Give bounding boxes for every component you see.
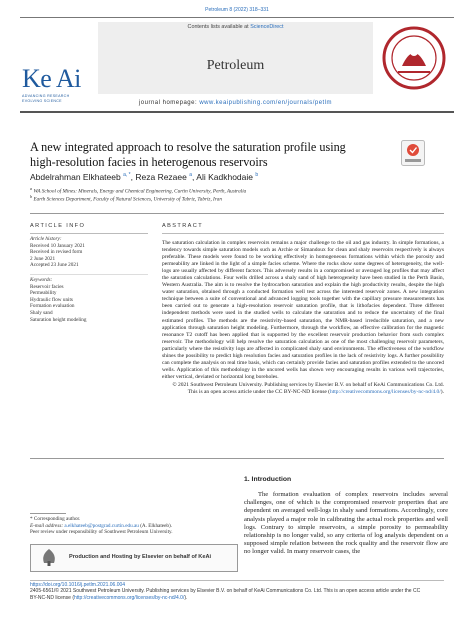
author-name[interactable]: Ali Kadkhodaie	[196, 172, 254, 182]
keyword: Reservoir facies	[30, 283, 64, 290]
contents-line	[98, 24, 373, 30]
article-info-heading: ARTICLE INFO	[30, 223, 86, 229]
keywords-label: Keywords:	[30, 277, 53, 283]
correspondence-note	[30, 516, 235, 536]
header-bottom-rule	[20, 111, 454, 113]
journal-citation[interactable]: Petroleum 8 (2022) 318–331	[205, 7, 269, 13]
intro-heading: 1. Introduction	[244, 476, 292, 483]
abstract-heading: ABSTRACT	[162, 223, 204, 229]
university-emblem-icon	[378, 22, 450, 94]
keyword: Hydraulic flow units	[30, 296, 73, 303]
article-history	[30, 236, 150, 269]
keywords-rule	[30, 274, 148, 275]
author-name[interactable]: Abdelrahman Elkhateeb	[30, 172, 121, 182]
elsevier-logo-icon	[35, 547, 63, 569]
email-label: E-mail address:	[30, 522, 64, 529]
history-item: 2 June 2021	[30, 255, 56, 262]
intro-body	[244, 491, 448, 557]
keyword: Shaly sand	[30, 309, 53, 316]
contents-prefix: Contents lists available at	[187, 24, 249, 30]
footer-license-line: 2405-6561/© 2021 Southwest Petroleum University. Publishing services by Elsevier B.V. on behalf of KeAi Communications Co. Ltd. This is an open access article under the CC	[30, 588, 421, 595]
abstract-copyright	[162, 382, 444, 396]
author-sup[interactable]: a	[189, 172, 193, 179]
footer-license-prefix: BY-NC-ND license (	[30, 594, 74, 601]
affiliation-text: WA School of Mines: Minerals, Energy and Chemical Engineering, Curtin University, Perth, Australia	[33, 188, 247, 195]
keyword: Permeability	[30, 290, 57, 297]
copyright-text: © 2021 Southwest Petroleum University. Publishing services by Elsevier B.V. on behalf of KeAi Communications Co. Ltd. This is an open access article under the CC BY-NC-ND license (	[172, 381, 444, 395]
intro-paragraph: The formation evaluation of complex reservoirs includes several challenges, one of which is the compromised reservoir properties that are dependent on averaged well-logs in shaly sand formations. Accordingly, core analysis played a major role in calibrating the actual rock properties and well logs. Contrary to simple reservoirs, a simple porosity to permeability relationship is no longer valid, so any criteria of log analysis dependent on a supposed simple relation between the rock quality and the reservoir flow are no longer valid. In many reservoir cases, the	[244, 491, 448, 556]
email-link[interactable]: a.elkhateeb@postgrad.curtin.edu.au	[64, 522, 139, 529]
abstract-bottom-rule	[30, 458, 444, 459]
email-name: (A. Elkhateeb).	[140, 522, 173, 529]
keyword: Formation evaluation	[30, 303, 75, 310]
doi-link[interactable]: https://doi.org/10.1016/j.petlm.2021.06.004	[30, 582, 126, 588]
abstract-paragraph: The saturation calculation in complex reservoirs remains a major challenge to the oil and gas industry. In simple formations, a tendency towards simple saturation models such as Archie or Simandoux for clean and shaly reservoirs respectively is always preferable. These models were found to be working effectively in homogeneous formations within which the porosity and permeability are linked in the light of a simple facies scheme. Where the rocks show some degrees of heterogeneity, the well-logs are usually affected by different factors. This adversely results in a compromised or averaged log profiles that may affect the saturation calculations. Four wells drilled across a shaly sand of high heterogeneity have been studied in the Perth Basin, Western Australia. The aim is to resolve the hydrocarbon saturation and explain the high productivity results, despite the high water saturation, obtained through a conducted formation well test across the interested reservoir zones. A new integration technique between a suite of conventional and advanced logging tools together with the capillary pressure measurements has been carried out to generate a high-resolution reservoir saturation profile, that is lithofacies dependent. Three different independent methods were used in the studied wells to calculate the saturation and to reduce the uncertainty of the final estimated profiles. The methods are the resistivity-based saturation, the NMR-based irreducible saturation, and a new application through saturation height modeling. Furthermore, through the workflow, an effective calibration for the magnetic resonance T2 cutoff has been applied that is supported by the excellent reservoir production behavior from such complex reservoir. The methodology will help resolve the saturation calculation as one of the most challenging reservoir parameters, particularly where the resistivity logs are affected in complicated shaly sand environments. The effectiveness of the workflow shines the possibility to predict high resolution facies and saturation profiles in the lack of resistivity logs. A further possibility can complete the analysis on real time basis, which can certainly provide facies and saturation profiles extended to the uncored wells. Application of this methodology in the uncored wells has shown very encouraging results in various well trajectories, either vertical, deviated or horizontal long boreholes.	[162, 240, 444, 380]
keai-logo-text: Ke Ai	[22, 64, 81, 93]
affiliation	[30, 194, 222, 203]
author-list: Abdelrahman Elkhateeb $^{a, *}$, Reza Rezaee $^a$, Ali Kadkhodaie $^b$	[30, 172, 259, 182]
author-name[interactable]: Reza Rezaee	[135, 172, 187, 182]
affiliation-sup: b	[30, 194, 33, 199]
copyright-end: ).	[440, 388, 444, 395]
author-sup[interactable]: a, *	[123, 172, 131, 179]
footer-license-line-2	[30, 595, 444, 601]
footnote-rule	[30, 513, 66, 514]
corresponding-author: * Corresponding author.	[30, 516, 81, 522]
homepage-link[interactable]: www.keaipublishing.com/en/journals/petlm	[199, 100, 333, 106]
affiliation-sup: a	[30, 186, 33, 191]
keyword: Saturation height modeling	[30, 316, 87, 323]
production-box	[30, 544, 238, 572]
author-sup[interactable]: b	[255, 172, 259, 179]
history-item: Received in revised form	[30, 249, 83, 256]
article-info-rule	[30, 233, 148, 234]
journal-title: Petroleum	[206, 58, 265, 73]
peer-review-note: Peer review under responsibility of Southwest Petroleum University.	[30, 529, 173, 536]
footer	[30, 582, 444, 601]
abstract-body	[162, 240, 444, 396]
keywords-list	[30, 277, 150, 323]
keai-logo-sub-1: ADVANCING RESEARCH	[22, 94, 70, 98]
affiliation-text: Earth Sciences Department, Faculty of Natural Sciences, University of Tabriz, Tabriz, Iran	[33, 196, 222, 203]
footer-license-link[interactable]: http://creativecommons.org/licenses/by-nc-nd/4.0/	[74, 594, 185, 601]
history-item: Received 10 January 2021	[30, 242, 85, 249]
header-top-rule	[20, 17, 454, 18]
production-text: Production and Hosting by Elsevier on behalf of KeAi	[69, 554, 212, 560]
homepage-prefix: journal homepage:	[138, 100, 198, 106]
keai-logo	[22, 30, 96, 103]
abstract-rule	[162, 233, 444, 234]
history-item: Accepted 23 June 2021	[30, 262, 79, 269]
history-label: Article history:	[30, 236, 62, 242]
section-rule	[30, 213, 444, 214]
footer-rule	[30, 580, 444, 581]
check-for-updates-icon[interactable]	[401, 140, 425, 166]
sciencedirect-link[interactable]: ScienceDirect	[250, 24, 284, 30]
keai-logo-sub-2: EVOLVING SCIENCE	[22, 98, 62, 103]
footer-license-end: ).	[184, 594, 188, 601]
license-link[interactable]: http://creativecommons.org/licenses/by-nc-nd/4.0/	[329, 388, 441, 395]
journal-homepage	[98, 100, 373, 106]
article-title: A new integrated approach to resolve the saturation profile using high-resolution facies in heterogenous reservoirs	[30, 140, 346, 169]
